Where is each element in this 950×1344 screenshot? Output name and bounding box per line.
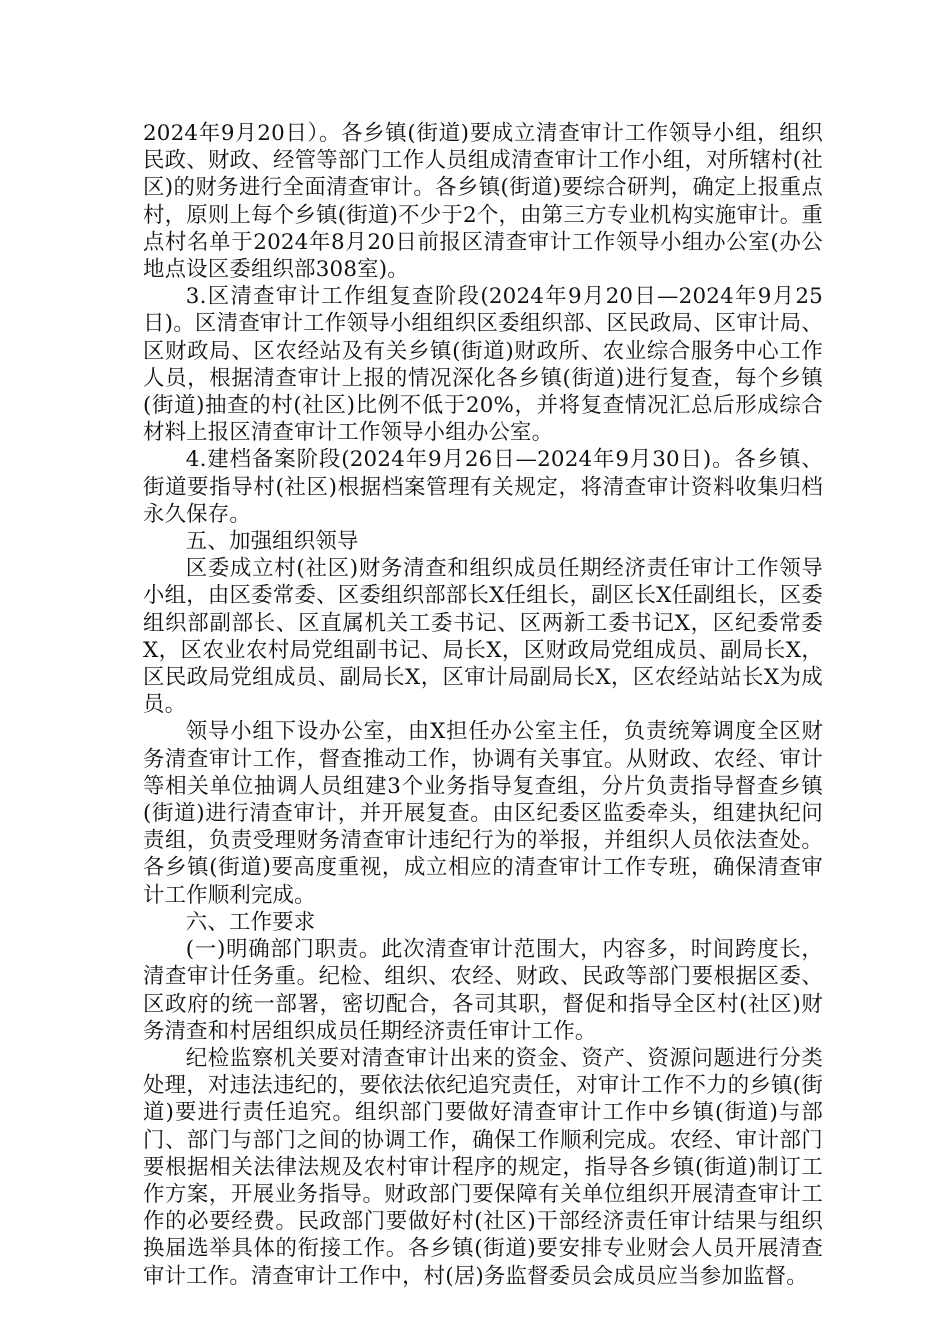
paragraph-supervision-duties: 纪检监察机关要对清查审计出来的资金、资产、资源问题进行分类处理，对违法违纪的，要依法依纪追究责任，对审计工作不力的乡镇(街道)要进行责任追究。组织部门要做好清查审计工作中乡镇(街道)与部门、部门与部门之间的协调工作，确保工作顺利完成。农经、审计部门要根据相关法律法规及农村审计程序的规定，指导各乡镇(街道)制订工作方案，开展业务指导。财政部门要保障有关单位组织开展清查审计工作的必要经费。民政部门要做好村(社区)干部经济责任审计结果与组织换届选举具体的衔接工作。各乡镇(街道)要安排专业财会人员开展清查审计工作。清查审计工作中，村(居)务监督委员会成员应当参加监督。 — [143, 1045, 823, 1289]
paragraph-office-setup: 领导小组下设办公室，由X担任办公室主任，负责统筹调度全区财务清查审计工作，督查推动工作，协调有关事宜。从财政、农经、审计等相关单位抽调人员组建3个业务指导复查组，分片负责指导督查乡镇(街道)进行清查审计，并开展复查。由区纪委区监委牵头，组建执纪问责组，负责受理财务清查审计违纪行为的举报，并组织人员依法查处。各乡镇(街道)要高度重视，成立相应的清查审计工作专班，确保清查审计工作顺利完成。 — [143, 719, 823, 908]
paragraph-department-duties: (一)明确部门职责。此次清查审计范围大，内容多，时间跨度长，清查审计任务重。纪检、组织、农经、财政、民政等部门要根据区委、区政府的统一部署，密切配合，各司其职，督促和指导全区村(社区)财务清查和村居组织成员任期经济责任审计工作。 — [143, 937, 823, 1044]
paragraph-leading-group: 区委成立村(社区)财务清查和组织成员任期经济责任审计工作领导小组，由区委常委、区委组织部部长X任组长，副区长X任副组长，区委组织部副部长、区直属机关工委书记、区两新工委书记X，区纪委常委X，区农业农村局党组副书记、局长X，区财政局党组成员、副局长X，区民政局党组成员、副局长X，区审计局副局长X，区农经站站长X为成员。 — [143, 556, 823, 718]
section-heading-requirements: 六、工作要求 — [185, 909, 316, 935]
paragraph-phase-4-archiving: 4.建档备案阶段(2024年9月26日—2024年9月30日)。各乡镇、街道要指导村(社区)根据档案管理有关规定，将清查审计资料收集归档永久保存。 — [143, 447, 823, 527]
paragraph-phase-2-continued: 2024年9月20日）。各乡镇(街道)要成立清查审计工作领导小组，组织民政、财政、经管等部门工作人员组成清查审计工作小组，对所辖村(社区)的财务进行全面清查审计。各乡镇(街道)要综合研判，确定上报重点村，原则上每个乡镇(街道)不少于2个，由第三方专业机构实施审计。重点村名单于2024年8月20日前报区清查审计工作领导小组办公室(办公地点设区委组织部308室)。 — [143, 121, 823, 283]
paragraph-phase-3-review: 3.区清查审计工作组复查阶段(2024年9月20日—2024年9月25日)。区清查审计工作领导小组组织区委组织部、区民政局、区审计局、区财政局、区农经站及有关乡镇(街道)财政所、农业综合服务中心工作人员，根据清查审计上报的情况深化各乡镇(街道)进行复查，每个乡镇(街道)抽查的村(社区)比例不低于20%，并将复查情况汇总后形成综合材料上报区清查审计工作领导小组办公室。 — [143, 284, 823, 446]
section-heading-leadership: 五、加强组织领导 — [185, 529, 359, 555]
document-body — [143, 120, 823, 1290]
